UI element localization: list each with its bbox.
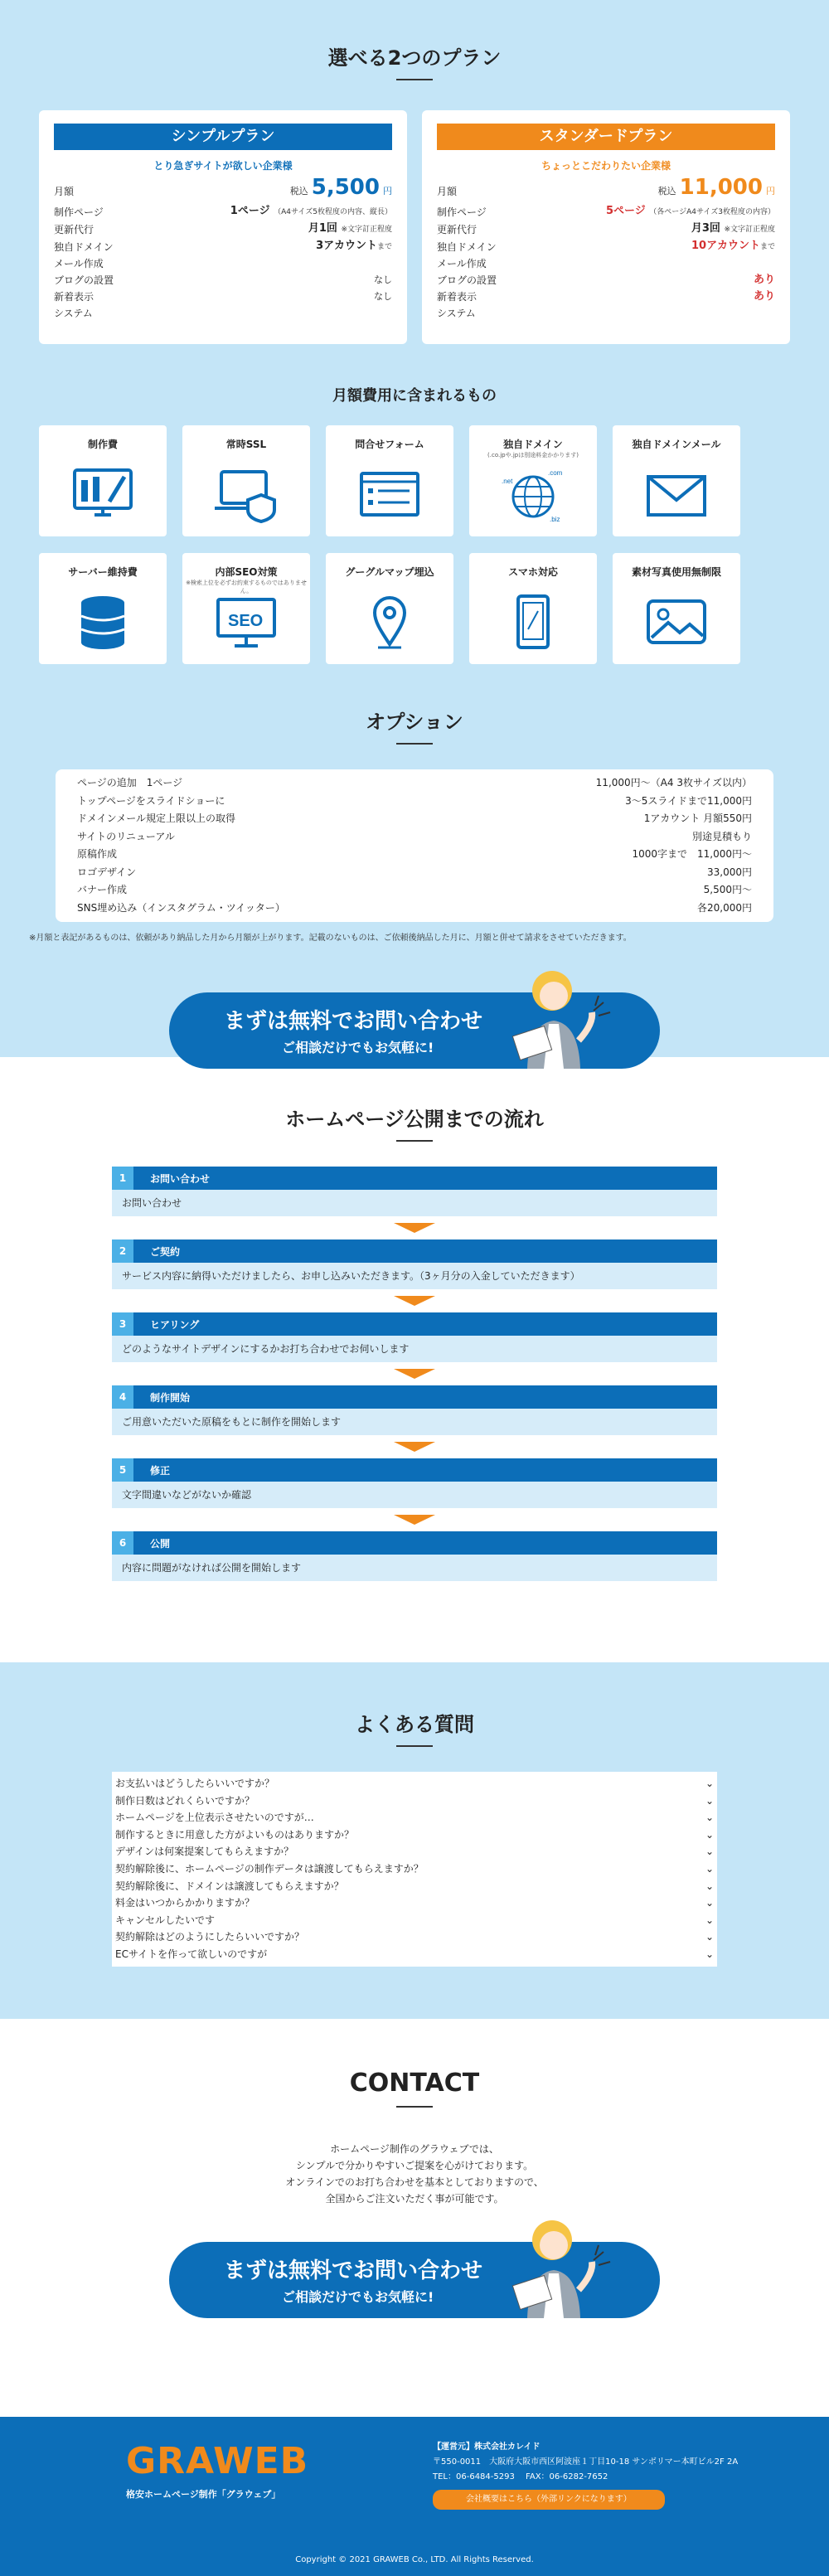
plan-row xyxy=(54,272,392,289)
globe-domain-icon xyxy=(469,465,597,523)
plan-target: ちょっとこだわりたい企業様 xyxy=(541,160,671,172)
included-label: グーグルマップ埋込 xyxy=(345,566,434,578)
option-row: SNS埋め込み（インスタグラム・ツイッター） 各20,000円 xyxy=(77,901,752,914)
price-value: 11,000 xyxy=(679,175,763,200)
logo-text: GRAWEB xyxy=(126,2440,309,2482)
chevron-down-icon: ⌄ xyxy=(705,1862,714,1875)
faq-item[interactable]: 契約解除はどのようにしたらいいですか？ ⌄ xyxy=(115,1928,714,1946)
option-row: 原稿作成 1000字まで 11,000円〜 xyxy=(77,848,752,860)
included-item xyxy=(469,553,597,664)
row-value: あり xyxy=(753,290,775,303)
seo-monitor-icon xyxy=(182,593,310,651)
included-label: スマホ対応 xyxy=(508,566,558,578)
plan-row xyxy=(437,221,775,238)
row-label: 更新代行 xyxy=(437,224,478,235)
down-arrow-icon xyxy=(394,1442,435,1452)
included-label: 独自ドメインメール xyxy=(632,439,721,450)
chevron-down-icon: ⌄ xyxy=(705,1948,714,1960)
copyright: Copyright © 2021 GRAWEB Co., LTD. All Rights Reserved. xyxy=(295,2555,534,2564)
row-value: なし xyxy=(374,291,392,302)
included-item xyxy=(39,425,167,536)
envelope-icon xyxy=(613,465,740,523)
plan-rows xyxy=(437,175,775,322)
option-row: サイトのリニューアル 別途見積もり xyxy=(77,830,752,842)
included-label: 制作費 xyxy=(87,439,118,450)
included-item xyxy=(182,425,310,536)
chevron-down-icon: ⌄ xyxy=(705,1914,714,1926)
included-item xyxy=(39,553,167,664)
title-underline xyxy=(396,2106,433,2108)
smartphone-icon xyxy=(469,593,597,651)
svg-text:SEO: SEO xyxy=(228,612,264,630)
cta-main-text: まずは無料でお問い合わせ xyxy=(224,2258,483,2283)
plan-row xyxy=(54,221,392,238)
option-row: トップページをスライドショーに 3〜5スライドまで11,000円 xyxy=(77,794,752,807)
row-value: 月1回 ※文字訂正程度 xyxy=(308,222,392,235)
row-label: 新着表示 xyxy=(54,291,95,303)
logo-tagline: 格安ホームページ制作「グラウェブ」 xyxy=(126,2489,281,2500)
row-label: メール作成 xyxy=(54,258,104,269)
plan-row xyxy=(437,238,775,255)
chevron-down-icon: ⌄ xyxy=(705,1880,714,1892)
plans-title: 選べる2つのプラン xyxy=(327,46,502,70)
step-number: 3 xyxy=(112,1312,133,1336)
row-value: なし xyxy=(374,274,392,285)
row-value: 10アカウントまで xyxy=(691,240,775,252)
tax-label: 税込 xyxy=(289,186,308,196)
svg-text:.net: .net xyxy=(502,478,513,485)
flow-step xyxy=(112,1312,717,1362)
contact-section xyxy=(0,2019,829,2417)
down-arrow-icon xyxy=(394,1223,435,1233)
plans-row xyxy=(39,110,790,344)
chevron-down-icon: ⌄ xyxy=(705,1778,714,1789)
option-row: ロゴデザイン 33,000円 xyxy=(77,866,752,878)
row-value: 1ページ （A4サイズ5枚程度の内容、縦長） xyxy=(230,205,392,217)
flow-step xyxy=(112,1458,717,1508)
row-label: 月額 xyxy=(437,186,458,197)
plan-rows xyxy=(54,175,392,322)
company-address xyxy=(433,2440,738,2510)
plan-name: シンプルプラン xyxy=(54,124,392,150)
step-title: 公開 xyxy=(150,1537,171,1550)
options-footnote: ※月額と表記があるものは、依頼があり納品した月から月額が上がります。記載のないものは、ご依頼後納品した月に、月額と併せて請求をさせていただきます。 xyxy=(29,934,632,943)
option-row: バナー作成 5,500円〜 xyxy=(77,884,752,895)
step-number: 6 xyxy=(112,1531,133,1555)
design-monitor-icon xyxy=(39,465,167,523)
faq-item[interactable]: ホームページを上位表示させたいのですが… ⌄ xyxy=(115,1809,714,1826)
plans-section xyxy=(0,0,829,1057)
row-label: 独自ドメイン xyxy=(54,241,114,253)
step-number: 2 xyxy=(112,1239,133,1263)
plan-name: スタンダードプラン xyxy=(437,124,775,150)
row-label: 新着表示 xyxy=(437,291,478,303)
chevron-down-icon: ⌄ xyxy=(705,1931,714,1943)
cta-sub-text: ご相談だけでもお気軽に! xyxy=(282,2289,434,2305)
plan-row-price xyxy=(54,175,392,200)
plan-row xyxy=(437,289,775,305)
title-underline xyxy=(396,743,433,745)
price-value: 5,500 xyxy=(311,175,380,200)
plan-price xyxy=(289,175,392,200)
row-label: 月額 xyxy=(54,186,75,197)
cta-main-text: まずは無料でお問い合わせ xyxy=(224,1009,483,1034)
faq-item[interactable]: 契約解除後に、ドメインは譲渡してもらえますか？ ⌄ xyxy=(115,1878,714,1895)
step-desc: どのようなサイトデザインにするかお打ち合わせでお伺いします xyxy=(112,1336,717,1362)
row-label: システム xyxy=(54,308,93,319)
operator-woman-illustration xyxy=(502,966,627,1069)
row-label: 制作ページ xyxy=(54,206,104,218)
contact-title: CONTACT xyxy=(349,2069,480,2098)
title-underline xyxy=(396,1140,433,1142)
included-label: 独自ドメイン xyxy=(503,439,563,450)
row-value: 3アカウントまで xyxy=(316,240,392,252)
contact-text: ホームページ制作のグラウェブでは、 シンプルで分かりやすいご提案を心がけております。 オンラインでのお打ち合わせを基本としておりますので、 全国からご注文いただく事が可能です。 xyxy=(285,2143,544,2205)
included-item xyxy=(469,425,597,536)
step-number: 5 xyxy=(112,1458,133,1482)
step-desc: お問い合わせ xyxy=(112,1190,717,1216)
plan-row xyxy=(54,305,392,322)
faq-item[interactable]: 制作するときに用意した方がよいものはありますか？ ⌄ xyxy=(115,1826,714,1844)
flow-step xyxy=(112,1167,717,1216)
included-label: 常時SSL xyxy=(225,439,267,450)
company-profile-link[interactable]: 会社概要はこちら（外部リンクになります） xyxy=(433,2490,665,2510)
plan-card-simple xyxy=(39,110,407,344)
step-desc: 内容に問題がなければ公開を開始します xyxy=(112,1555,717,1581)
included-title: 月額費用に含まれるもの xyxy=(332,387,497,405)
included-item xyxy=(326,425,453,536)
footer xyxy=(0,2417,829,2576)
chevron-down-icon: ⌄ xyxy=(705,1812,714,1824)
operator-name: 【運営元】株式会社カレイド xyxy=(433,2443,541,2452)
faq-title: よくある質問 xyxy=(355,1713,474,1736)
form-window-icon xyxy=(326,465,453,523)
phone-text: TEL：06-6484-5293 FAX：06-6282-7652 xyxy=(433,2472,608,2481)
faq-item[interactable]: お支払いはどうしたらいいですか？ ⌄ xyxy=(115,1775,714,1793)
step-number: 1 xyxy=(112,1167,133,1190)
faq-item[interactable]: 料金はいつからかかりますか？ ⌄ xyxy=(115,1894,714,1912)
row-value: 月3回 ※文字訂正程度 xyxy=(691,222,775,235)
address-text: 〒550-0011 大阪府大阪市西区阿波座１丁目10-18 サンボリマー本町ビル2F 2A xyxy=(433,2457,739,2467)
row-label: ブログの設置 xyxy=(54,274,114,286)
step-title: お問い合わせ xyxy=(150,1172,211,1185)
row-label: 独自ドメイン xyxy=(437,241,497,253)
included-label: 内部SEO対策 xyxy=(215,566,278,578)
flow-step xyxy=(112,1531,717,1581)
included-item xyxy=(613,553,740,664)
down-arrow-icon xyxy=(394,1515,435,1525)
row-label: メール作成 xyxy=(437,258,487,269)
flow-section xyxy=(0,1057,829,1662)
plan-row xyxy=(437,203,775,221)
included-label: 問合せフォーム xyxy=(355,439,424,450)
plan-target: とり急ぎサイトが欲しい企業様 xyxy=(153,160,293,172)
faq-item[interactable]: ECサイトを作って欲しいのですが ⌄ xyxy=(115,1946,714,1963)
flow-step xyxy=(112,1239,717,1289)
title-underline xyxy=(396,79,433,80)
chevron-down-icon: ⌄ xyxy=(705,1897,714,1909)
plan-row xyxy=(54,289,392,305)
faq-item[interactable]: 制作日数はどれくらいですか？ ⌄ xyxy=(115,1793,714,1810)
option-row: ページの追加 1ページ 11,000円〜（A4 3枚サイズ以内） xyxy=(77,777,752,788)
price-unit: 円 xyxy=(766,186,775,196)
footer-logo[interactable] xyxy=(126,2440,308,2501)
step-title: ヒアリング xyxy=(150,1318,200,1331)
flow-title: ホームページ公開までの流れ xyxy=(285,1108,544,1131)
faq-section xyxy=(0,1662,829,2019)
step-title: 修正 xyxy=(150,1464,171,1477)
image-icon xyxy=(613,593,740,651)
plan-row xyxy=(437,305,775,322)
contact-cta-button[interactable] xyxy=(169,992,660,1069)
row-label: システム xyxy=(437,308,476,319)
svg-text:.biz: .biz xyxy=(550,516,560,523)
plan-card-standard xyxy=(422,110,790,344)
laptop-shield-icon xyxy=(182,465,310,523)
row-label: 更新代行 xyxy=(54,224,95,235)
included-grid xyxy=(39,425,790,664)
tax-label: 税込 xyxy=(657,186,676,196)
faq-list xyxy=(112,1772,717,1967)
included-note: ※検索上位を必ずお約束するものではありません。 xyxy=(186,580,307,594)
flow-step xyxy=(112,1385,717,1435)
step-desc: サービス内容に納得いただけましたら、お申し込みいただきます。（3ヶ月分の入金していただきます） xyxy=(112,1263,717,1289)
cta-sub-text: ご相談だけでもお気軽に! xyxy=(282,1040,434,1055)
included-note: (.co.jpや.jpは別途料金かかります) xyxy=(487,452,579,458)
down-arrow-icon xyxy=(394,1369,435,1379)
plan-price xyxy=(657,175,775,200)
row-value: 5ページ （各ページA4サイズ3枚程度の内容） xyxy=(605,205,775,217)
faq-item[interactable]: キャンセルしたいです ⌄ xyxy=(115,1912,714,1929)
price-unit: 円 xyxy=(383,186,392,196)
svg-text:.com: .com xyxy=(548,469,563,477)
included-item xyxy=(326,553,453,664)
included-item xyxy=(613,425,740,536)
plan-row xyxy=(437,255,775,272)
plan-row xyxy=(54,238,392,255)
plan-row xyxy=(54,203,392,221)
options-title: オプション xyxy=(366,711,463,734)
down-arrow-icon xyxy=(394,1296,435,1306)
plan-row xyxy=(54,255,392,272)
options-table xyxy=(56,769,773,922)
row-value: あり xyxy=(753,274,775,286)
database-icon xyxy=(39,593,167,651)
included-item xyxy=(182,553,310,664)
faq-item[interactable]: デザインは何案提案してもらえますか？ ⌄ xyxy=(115,1843,714,1860)
included-label: 素材写真使用無制限 xyxy=(631,566,721,578)
included-label: サーバー維持費 xyxy=(68,566,138,578)
faq-item[interactable]: 契約解除後に、ホームページの制作データは譲渡してもらえますか？ ⌄ xyxy=(115,1860,714,1878)
contact-cta-button[interactable] xyxy=(169,2242,660,2318)
map-pin-icon xyxy=(326,593,453,651)
step-title: ご契約 xyxy=(150,1245,181,1258)
plan-row-price xyxy=(437,175,775,200)
plan-row xyxy=(437,272,775,289)
operator-woman-illustration xyxy=(502,2215,627,2318)
option-row: ドメインメール規定上限以上の取得 1アカウント 月額550円 xyxy=(77,813,752,824)
title-underline xyxy=(396,1745,433,1747)
step-title: 制作開始 xyxy=(150,1391,191,1404)
row-label: ブログの設置 xyxy=(437,274,497,286)
row-label: 制作ページ xyxy=(437,206,487,218)
flow-steps xyxy=(112,1167,717,1581)
step-number: 4 xyxy=(112,1385,133,1409)
chevron-down-icon: ⌄ xyxy=(705,1846,714,1858)
step-desc: 文字間違いなどがないか確認 xyxy=(112,1482,717,1508)
chevron-down-icon: ⌄ xyxy=(705,1794,714,1807)
step-desc: ご用意いただいた原稿をもとに制作を開始します xyxy=(112,1409,717,1435)
chevron-down-icon: ⌄ xyxy=(705,1828,714,1841)
